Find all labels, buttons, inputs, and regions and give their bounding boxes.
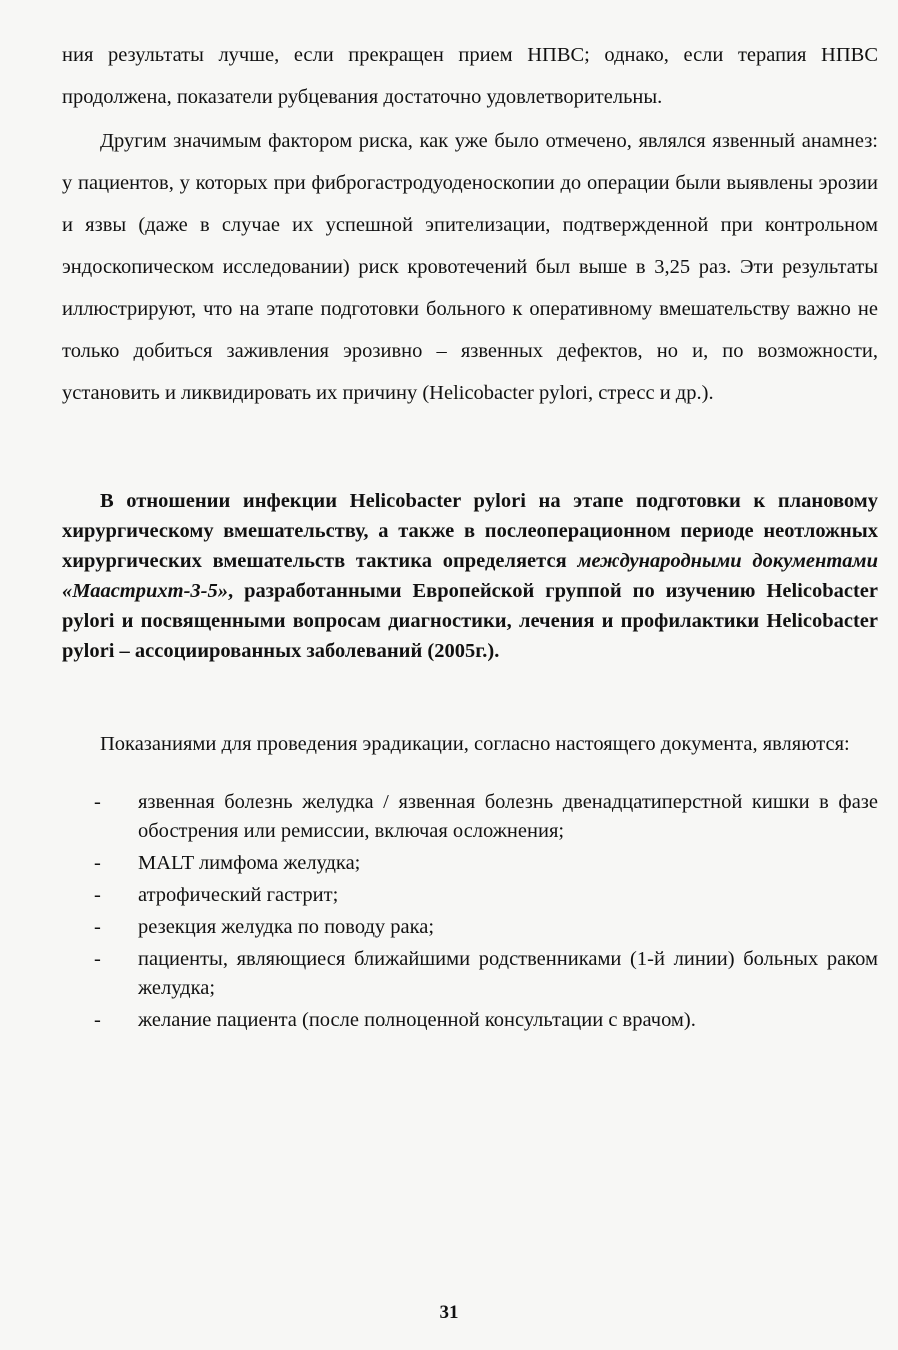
paragraph-helicobacter-tactics [62, 486, 878, 666]
maastricht-reference: международными документами «Маастрихт-3-5» [62, 550, 878, 602]
paragraph-continuation: ния результаты лучше, если прекращен прием НПВС; однако, если терапия НПВС продолжена, показатели рубцевания достаточно удовлетворительны. [62, 44, 878, 108]
list-item-text: MALT лимфома желудка; [138, 852, 361, 874]
list-bullet: - [94, 1009, 101, 1031]
list-item [90, 881, 878, 910]
list-item [90, 913, 878, 942]
paragraph-ulcer-history: Другим значимым фактором риска, как уже было отмечено, являлся язвенный анамнез: у пациентов, у которых при фиброгастродуоденоскопии до операции были выявлены эрозии и язвы (даже в случае их успешной эпителизации, подтвержденной при контрольном эндоскопическом исследовании) риск кровотечений был выше в 3,25 раз. Эти результаты иллюстрируют, что на этапе подготовки больного к оперативному вмешательству важно не только добиться заживления эрозивно – язвенных дефектов, но и, по возможности, установить и ликвидировать их причину (Helicobacter pylori, стресс и др.). [62, 130, 878, 404]
list-item [90, 945, 878, 1003]
list-item-text: пациенты, являющиеся ближайшими родственниками (1-й линии) больных раком желудка; [138, 948, 878, 999]
list-item-text: язвенная болезнь желудка / язвенная болезнь двенадцатиперстной кишки в фазе обострения или ремиссии, включая осложнения; [138, 791, 878, 842]
indications-list [90, 788, 878, 1038]
list-item [90, 849, 878, 878]
paragraph-tactics-text-start: В отношении инфекции Helicobacter pylori на этапе подготовки к плановому хирургическому вмешательству, а также в послеоперационном периоде неотложных хирургических вмешательств тактика определяется [62, 490, 878, 572]
list-bullet: - [94, 852, 101, 874]
list-bullet: - [94, 948, 101, 970]
list-item-text: резекция желудка по поводу рака; [138, 916, 435, 938]
list-item [90, 788, 878, 846]
list-item-text: атрофический гастрит; [138, 884, 339, 906]
list-item [90, 1006, 878, 1035]
paragraph-tactics-text-end: , разработанными Европейской группой по изучению Helicobacter pylori и посвященными вопросам диагностики, лечения и профилактики Helicobacter pylori – ассоциированных заболеваний (2005г.). [62, 580, 878, 662]
list-bullet: - [94, 791, 101, 813]
page-number: 31 [439, 1302, 459, 1323]
paragraph-indications-intro: Показаниями для проведения эрадикации, согласно настоящего документа, являются: [100, 733, 850, 755]
list-bullet: - [94, 884, 101, 906]
list-bullet: - [94, 916, 101, 938]
list-item-text: желание пациента (после полноценной консультации с врачом). [138, 1009, 696, 1031]
